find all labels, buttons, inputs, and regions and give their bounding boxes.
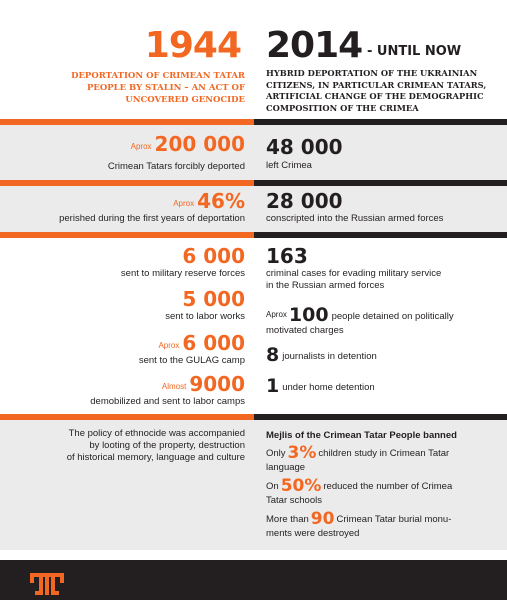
monuments-stat-line1: More than 90 Crimean Tatar burial monu- (266, 509, 452, 529)
labor-works-stat (165, 289, 245, 323)
journalists-number: 8 (266, 344, 280, 366)
ethnocide-line: by looting of the property, destruction (89, 440, 245, 451)
reserve-number: 6 000 (182, 244, 245, 268)
footer-bar (0, 560, 507, 600)
criminal-cases-line1: criminal cases for evading military service (266, 268, 442, 279)
ethnocide-line: of historical memory, language and culture (66, 452, 245, 463)
conscripted-number: 28 000 (266, 189, 343, 213)
schools-stat-line2: Tatar schools (266, 495, 322, 506)
demobilized-number: 9000 (189, 372, 245, 396)
journalists-stat (266, 346, 377, 365)
year-2014: 2014 (266, 25, 363, 66)
deported-number: 200 000 (154, 132, 245, 156)
left-crimea-text: left Crimea (266, 160, 312, 171)
perished-stat (59, 191, 245, 225)
reserve-text: sent to military reserve forces (120, 268, 245, 279)
detained-stat (266, 306, 454, 337)
demobilized-text: demobilized and sent to labor camps (90, 396, 245, 407)
deported-stat (108, 134, 245, 173)
criminal-cases-stat (266, 246, 441, 292)
ethnocide-line: The policy of ethnocide was accompanied (68, 428, 245, 439)
labor-works-number: 5 000 (182, 287, 245, 311)
reserve-stat (121, 246, 245, 280)
deported-text: Crimean Tatars forcibly deported (107, 161, 245, 172)
criminal-cases-number: 163 (266, 244, 308, 268)
home-detention-stat (266, 377, 375, 396)
gulag-stat (139, 333, 245, 367)
language-stat-line1: Only 3% children study in Crimean Tatar (266, 443, 450, 463)
perished-text: perished during the first years of deportation (59, 213, 245, 224)
language-percent: 3% (287, 443, 317, 463)
conscripted-stat (266, 191, 443, 225)
gulag-number: 6 000 (182, 331, 245, 355)
detained-line1: people detained on politically (331, 311, 454, 322)
language-stat-line2: language (266, 462, 306, 473)
right-header-caption: HYBRID DEPORTATION OF THE UKRAINIAN CITIZENS, IN PARTICULAR CRIMEAN TATARS, ARTIFICIAL CHANGE OF THE DEMOGRAPHIC COMPOSITION OF THE CRIMEA (266, 68, 487, 113)
gulag-text: sent to the GULAG camp (138, 355, 245, 366)
journalists-text: journalists in detention (282, 351, 377, 362)
divider-orange (0, 232, 254, 238)
divider-dark (254, 232, 507, 238)
left-crimea-stat (266, 137, 343, 172)
left-crimea-number: 48 000 (266, 135, 343, 159)
perished-number: 46% (197, 189, 245, 213)
approx-prefix: Aprox (158, 341, 180, 350)
year-1944: 1944 (144, 25, 241, 66)
approx-prefix: Aprox (173, 199, 195, 208)
schools-stat-line1: On 50% reduced the number of Crimea (266, 476, 453, 496)
almost-prefix: Almost (161, 382, 187, 391)
labor-works-text: sent to labor works (165, 311, 245, 322)
approx-prefix: Aprox (266, 310, 287, 319)
mejlis-banned-title: Mejlis of the Crimean Tatar People banned (266, 430, 457, 441)
approx-prefix: Aprox (130, 142, 152, 151)
mejlis-block (266, 430, 457, 540)
detained-number: 100 (288, 304, 329, 326)
demobilized-stat (90, 374, 245, 408)
monuments-number: 90 (310, 509, 335, 529)
monuments-stat-line2: ments were destroyed (266, 528, 360, 539)
conscripted-text: conscripted into the Russian armed forces (266, 213, 444, 224)
home-detention-text: under home detention (282, 382, 375, 393)
ethnocide-text (67, 428, 245, 464)
home-detention-number: 1 (266, 375, 280, 397)
detained-line2: motivated charges (266, 325, 344, 336)
criminal-cases-line2: in the Russian armed forces (266, 280, 385, 291)
section1-band (0, 125, 507, 180)
tamga-logo-icon (30, 573, 64, 595)
left-header-caption: DEPORTATION OF CRIMEAN TATAR PEOPLE BY STALIN – AN ACT OF UNCOVERED GENOCIDE (71, 71, 245, 105)
until-now-label: - UNTIL NOW (367, 44, 462, 59)
schools-percent: 50% (280, 476, 322, 496)
